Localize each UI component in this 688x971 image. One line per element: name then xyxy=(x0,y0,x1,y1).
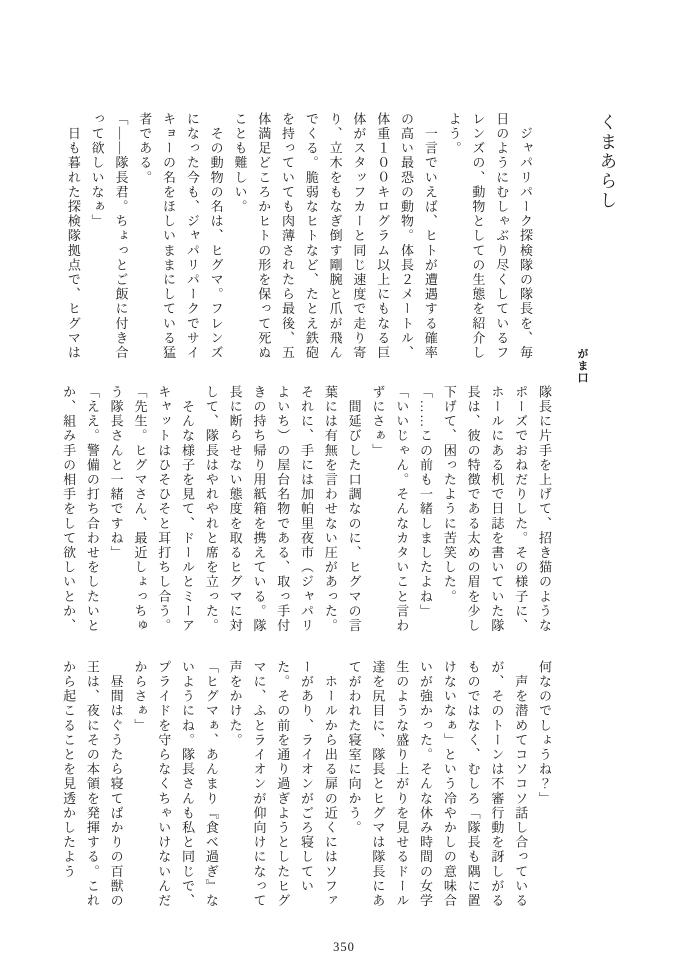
page-number: 350 xyxy=(333,940,355,954)
chapter-title: くまあらし xyxy=(598,113,618,211)
paragraph: 間延びした口調なのに、ヒグマの言葉には有無を言わせない圧があった。それに、手には加帕里夜市（ジャパリよいち）の屋台名物である、取っ手付きの持ち帰り用紙箱を携えている。隊長に断らせない態度を取るヒグマに対して、隊長はやれやれと席を立った。 xyxy=(203,385,362,634)
text-band-middle xyxy=(58,385,556,635)
paragraph: 「いいじゃん。そんなカタいこと言わずにさぁ」 xyxy=(370,385,410,634)
paragraph: 「ヒグマぁ、あんまり『食べ過ぎ』ないようにね。隊長さんも私と同じで、プライドを守らなくちゃいけないんだからさぁ」 xyxy=(132,660,219,909)
paragraph: 「ええ。警備の打ち合わせをしたいとか、組み手の相手をして欲しいとか、 xyxy=(61,385,100,634)
paragraph: 昼間はぐうたら寝てばかりの百獣の王は、夜にその本領を発揮する。これから起こることを見透かしたよう xyxy=(61,660,124,909)
paragraph: 「――隊長君。ちょっとご飯に付き合って欲しいなぁ」 xyxy=(89,112,129,361)
paragraph: 「……この前も一緒しましたよね」 xyxy=(418,385,434,619)
paragraph: その動物の名は、ヒグマ。フレンズになった今も、ジャパリパークでサイキョーの名をほしいままにしている猛者である。 xyxy=(137,112,224,361)
paragraph: そんな様子を見て、ドールとミーアキャットはひそひそと耳打ちし合う。 xyxy=(156,385,196,634)
paragraph: 「先生。ヒグマさん、最近しょっちゅう隊長さんと一緒ですね」 xyxy=(108,385,148,634)
paragraph: 一言でいえば、ヒトが遭遇する確率の高い最恐の動物。体長２メートル、体重１００キログラム以上にもなる巨体がスタッフカーと同じ速度で走り寄り、立木をもなぎ倒す剛腕と爪が飛んでくる。脆弱なヒトなど、たとえ鉄砲を持っていても肉薄されたら最後、五体満足どころかヒトの形を保って死ぬことも難しい。 xyxy=(232,112,438,361)
paragraph: 隊長に片手を上げて、招き猫のようなポーズでおねだりした。その様子に、ホールにある机で日誌を書いていた隊長は、彼の特徴である太めの眉を少し下げて、困ったように苦笑した。 xyxy=(441,385,552,634)
paragraph: ホールから出る扉の近くにはソファーがあり、ライオンがごろ寝していた。その前を通り過ぎようとしたヒグマに、ふとライオンが仰向けになって声をかけた。 xyxy=(227,660,338,909)
paragraph: 何なのでしょうね？」 xyxy=(537,660,552,806)
text-band-bottom xyxy=(58,660,556,910)
paragraph: 日も暮れた探検隊拠点で、ヒグマは xyxy=(65,112,81,361)
paragraph: ジャパリパーク探検隊の隊長を、毎日のようにむしゃぶり尽くしているフレンズの、動物としての生態を紹介しよう。 xyxy=(446,112,533,361)
section-running-header: がま口 xyxy=(576,348,588,384)
paragraph: 声を潜めてコソコソ話し合っているが、そのトーンは不審行動を訝しがるものではなく、むしろ「隊長も隅に置けないなぁ」という冷やかしの意味合いが強かった。そんな休み時間の女学生のような盛り上がりを見せるドール達を尻目に、隊長とヒグマは隊長にあてがわれた寝室に向かう。 xyxy=(346,660,529,909)
text-band-top xyxy=(58,112,556,362)
